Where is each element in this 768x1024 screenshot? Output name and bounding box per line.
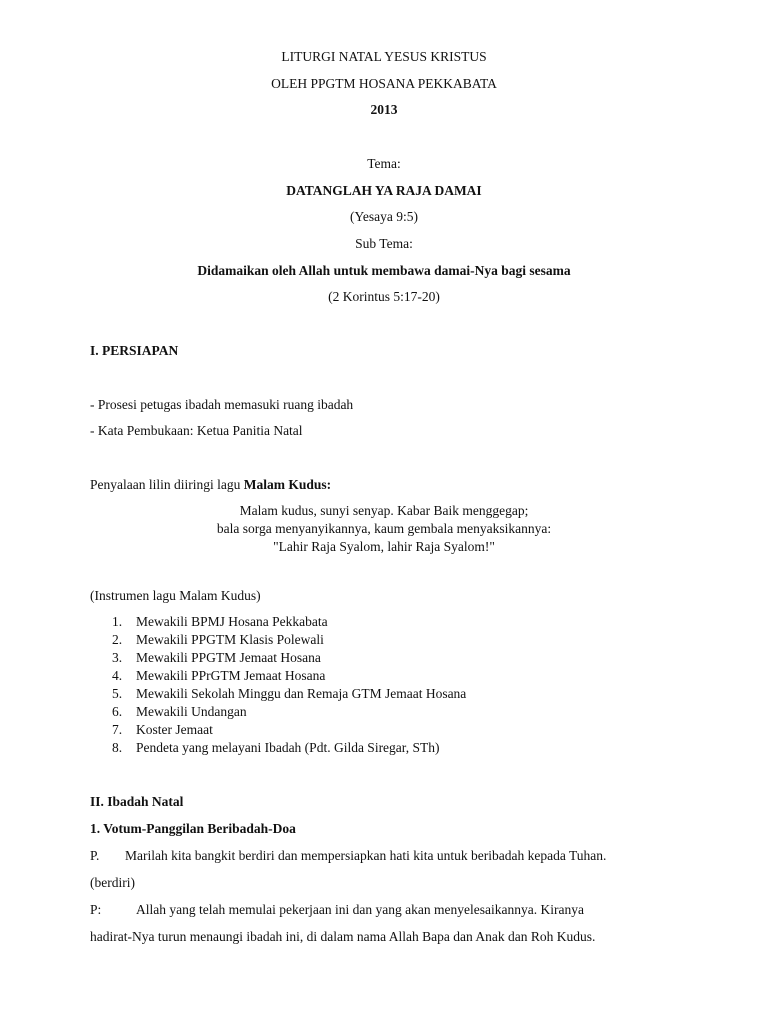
list-item xyxy=(112,703,247,720)
section-2-heading: II. Ibadah Natal xyxy=(90,794,184,809)
tema-reference: (Yesaya 9:5) xyxy=(350,209,418,224)
list-text: Mewakili PPrGTM Jemaat Hosana xyxy=(136,668,326,683)
list-number: 3. xyxy=(112,650,123,665)
list-text: Mewakili Sekolah Minggu dan Remaja GTM Jemaat Hosana xyxy=(136,686,467,701)
list-item xyxy=(112,721,213,738)
instrumen-note: (Instrumen lagu Malam Kudus) xyxy=(90,588,261,603)
candle-lighting-line xyxy=(90,476,331,493)
tema-label: Tema: xyxy=(367,156,401,171)
list-item xyxy=(112,631,324,648)
song-title: Malam Kudus: xyxy=(243,477,332,492)
subtema-reference: (2 Korintus 5:17-20) xyxy=(328,289,440,304)
title-line-1: LITURGI NATAL YESUS KRISTUS xyxy=(281,49,487,64)
list-item xyxy=(112,649,321,666)
lyric-line-2: bala sorga menyanyikannya, kaum gembala menyaksikannya: xyxy=(216,521,552,536)
list-number: 4. xyxy=(112,668,123,683)
title-line-2: OLEH PPGTM HOSANA PEKKABATA xyxy=(271,76,497,91)
list-number: 8. xyxy=(112,740,123,755)
subtema-label: Sub Tema: xyxy=(355,236,413,251)
candle-lighting-text: Penyalaan lilin diiringi lagu xyxy=(90,477,244,492)
tema-title: DATANGLAH YA RAJA DAMAI xyxy=(286,183,482,198)
p2-text: Allah yang telah memulai pekerjaan ini dan yang akan menyelesaikannya. Kiranya xyxy=(136,902,584,917)
list-text: Mewakili Undangan xyxy=(136,704,247,719)
list-item xyxy=(112,739,440,756)
list-number: 7. xyxy=(112,722,123,737)
votum-heading: 1. Votum-Panggilan Beribadah-Doa xyxy=(90,821,296,836)
p1-continuation: (berdiri) xyxy=(90,875,135,890)
subtema-title: Didamaikan oleh Allah untuk membawa damai-Nya bagi sesama xyxy=(197,263,571,278)
persiapan-item-1: - Prosesi petugas ibadah memasuki ruang ibadah xyxy=(90,397,354,412)
list-item xyxy=(112,685,466,702)
persiapan-item-2: - Kata Pembukaan: Ketua Panitia Natal xyxy=(90,423,303,438)
list-text: Mewakili BPMJ Hosana Pekkabata xyxy=(136,614,328,629)
p2-continuation: hadirat-Nya turun menaungi ibadah ini, di dalam nama Allah Bapa dan Anak dan Roh Kudus. xyxy=(90,929,596,944)
list-text: Mewakili PPGTM Klasis Polewali xyxy=(136,632,324,647)
section-1-heading: I. PERSIAPAN xyxy=(90,343,179,358)
list-text: Koster Jemaat xyxy=(136,722,213,737)
p1-text: Marilah kita bangkit berdiri dan mempersiapkan hati kita untuk beribadah kepada Tuhan. xyxy=(125,848,607,863)
p2-label: P: xyxy=(90,902,102,917)
list-number: 1. xyxy=(112,614,123,629)
list-number: 5. xyxy=(112,686,123,701)
p1-label: P. xyxy=(90,848,100,863)
lyric-line-1: Malam kudus, sunyi senyap. Kabar Baik menggegap; xyxy=(239,503,529,518)
list-item xyxy=(112,613,328,630)
list-number: 2. xyxy=(112,632,123,647)
list-text: Mewakili PPGTM Jemaat Hosana xyxy=(136,650,321,665)
lyric-line-3: "Lahir Raja Syalom, lahir Raja Syalom!" xyxy=(273,539,495,554)
title-year: 2013 xyxy=(370,102,398,117)
list-item xyxy=(112,667,325,684)
list-text: Pendeta yang melayani Ibadah (Pdt. Gilda Siregar, STh) xyxy=(136,740,440,755)
list-number: 6. xyxy=(112,704,123,719)
